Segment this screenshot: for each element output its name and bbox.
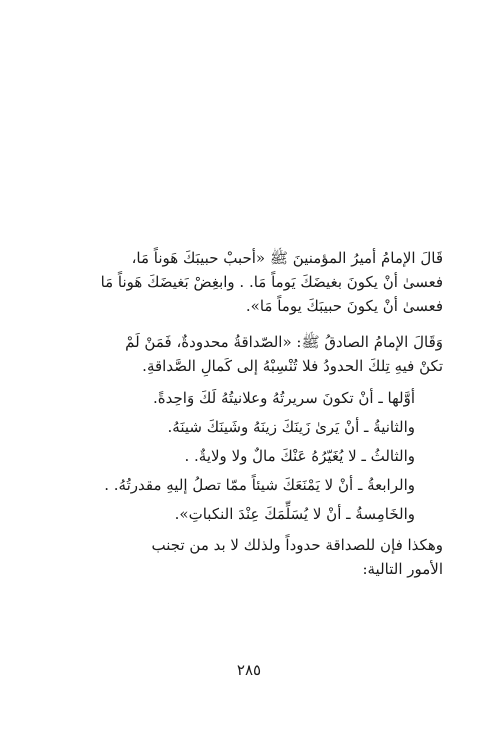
quote-paragraph-amir (58, 246, 443, 318)
text-line: وهكذا فإن للصداقة حدوداً ولذلك لا بد من تجنب (151, 536, 443, 554)
list-item: والثالثُ ـ لا يُغَيّرُهُ عَنْكَ مالٌ ولا ولايةٌ. . (184, 447, 415, 465)
list-item: أوَّلها ـ أنْ تكونَ سريرتُهُ وعلانيتُهُ لَكَ وَاحِدةً. (153, 389, 415, 407)
text-line: وَقَالَ الإمامُ الصادقُ ﷺ: «الصّداقةُ محدودةٌ، فَمَنْ لَمْ (125, 333, 443, 351)
quote-paragraph-sadiq (58, 330, 443, 378)
text-line: فعسىٰ أنْ يكونَ بغيضَكَ يَوماً مَا. . وابغِضْ بَغيضَكَ هَوناً مَا (100, 273, 443, 291)
text-line: فعسىٰ أنْ يكونَ حبيبَكَ يوماً مَا». (245, 297, 443, 315)
text-line: الأمور التالية: (362, 560, 443, 578)
text-line: تكنْ فيهِ تِلكَ الحدودُ فلا تُنْسِبْهُ إلى كَمالِ الصَّداقةِ. (142, 357, 443, 375)
friendship-limits-list (58, 384, 443, 529)
text-line: قَالَ الإمامُ أميرُ المؤمنينَ ﷺ «أحببْ حبيبَكَ هَوناً مَا، (131, 249, 443, 267)
paragraph-spacer (58, 318, 443, 330)
list-item: والخَامِسةُ ـ أنْ لا يُسَلِّمَكَ عِنْدَ النكباتِ». (174, 505, 415, 523)
page-number: ٢٨٥ (236, 661, 262, 679)
conclusion-paragraph (58, 533, 443, 581)
list-item: والرابعةُ ـ أنْ لا يَمْنَعَكَ شيئاً ممّا تصلُ إليهِ مقدرتُهُ. . (104, 476, 415, 494)
list-item: والثانيةُ ـ أنْ يَرىٰ زَينَكَ زينَهُ وشَينَكَ شينَهُ. (167, 418, 415, 436)
body-text (58, 246, 443, 581)
